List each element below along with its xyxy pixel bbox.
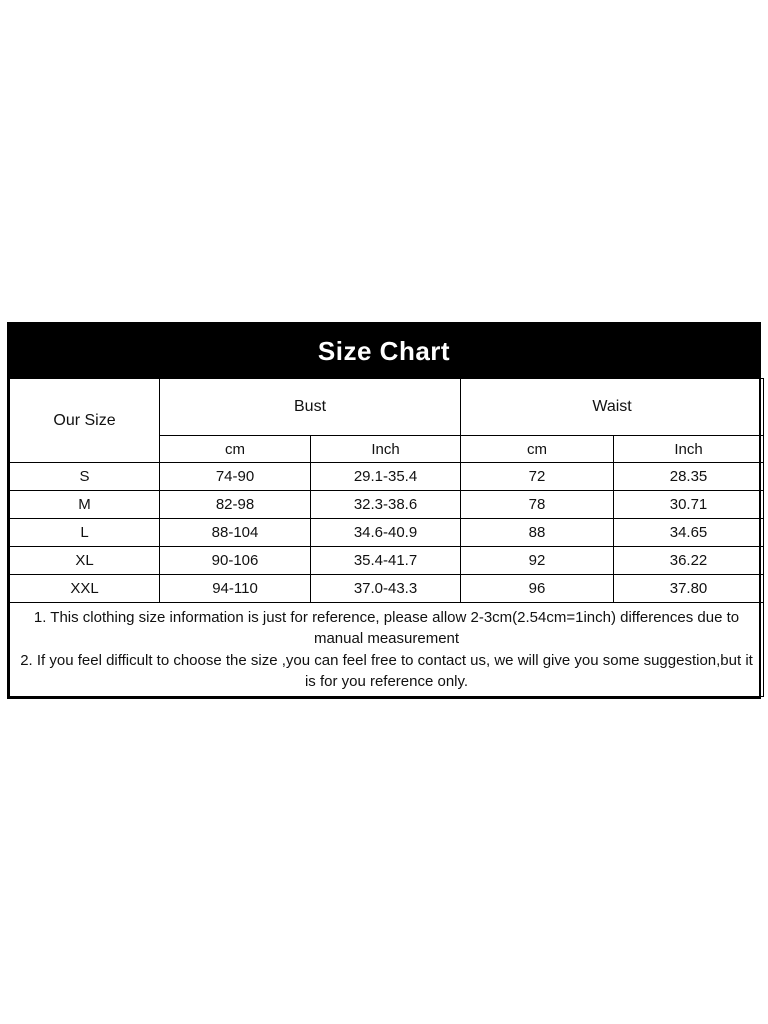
size-cell: XXL <box>10 575 160 603</box>
unit-bust-inch: Inch <box>311 436 461 463</box>
unit-waist-cm: cm <box>461 436 614 463</box>
size-chart-title: Size Chart <box>317 335 451 366</box>
bust-cm-cell: 82-98 <box>160 491 311 519</box>
size-cell: L <box>10 519 160 547</box>
unit-waist-inch: Inch <box>614 436 764 463</box>
table-row-xxl <box>10 575 764 603</box>
size-cell: XL <box>10 547 160 575</box>
waist-inch-cell: 30.71 <box>614 491 764 519</box>
note-2: 2. If you feel difficult to choose the size ,you can feel free to contact us, we will give you some suggestion,but it is for you reference only. <box>20 651 753 690</box>
waist-cm-cell: 78 <box>461 491 614 519</box>
waist-cm-cell: 72 <box>461 463 614 491</box>
bust-inch-cell: 29.1-35.4 <box>311 463 461 491</box>
table-row-l <box>10 519 764 547</box>
header-waist: Waist <box>461 379 764 436</box>
bust-inch-cell: 32.3-38.6 <box>311 491 461 519</box>
bust-inch-cell: 37.0-43.3 <box>311 575 461 603</box>
size-table <box>9 378 764 697</box>
waist-inch-cell: 28.35 <box>614 463 764 491</box>
note-1: 1. This clothing size information is just for reference, please allow 2-3cm(2.54cm=1inch) differences due to manual measurement <box>33 609 740 648</box>
unit-bust-cm: cm <box>160 436 311 463</box>
waist-inch-cell: 34.65 <box>614 519 764 547</box>
waist-cm-cell: 92 <box>461 547 614 575</box>
table-row-m <box>10 491 764 519</box>
size-chart-title-bar <box>9 324 759 378</box>
waist-inch-cell: 37.80 <box>614 575 764 603</box>
table-notes-row <box>10 603 764 697</box>
waist-cm-cell: 88 <box>461 519 614 547</box>
size-chart-table-container <box>7 322 761 699</box>
waist-cm-cell: 96 <box>461 575 614 603</box>
bust-cm-cell: 94-110 <box>160 575 311 603</box>
size-cell: M <box>10 491 160 519</box>
size-cell: S <box>10 463 160 491</box>
bust-inch-cell: 35.4-41.7 <box>311 547 461 575</box>
bust-inch-cell: 34.6-40.9 <box>311 519 461 547</box>
bust-cm-cell: 90-106 <box>160 547 311 575</box>
bust-cm-cell: 74-90 <box>160 463 311 491</box>
header-bust: Bust <box>160 379 461 436</box>
notes-cell <box>10 603 764 697</box>
table-row-xl <box>10 547 764 575</box>
table-header-row <box>10 379 764 436</box>
waist-inch-cell: 36.22 <box>614 547 764 575</box>
header-our-size: Our Size <box>10 379 160 463</box>
bust-cm-cell: 88-104 <box>160 519 311 547</box>
table-row-s <box>10 463 764 491</box>
